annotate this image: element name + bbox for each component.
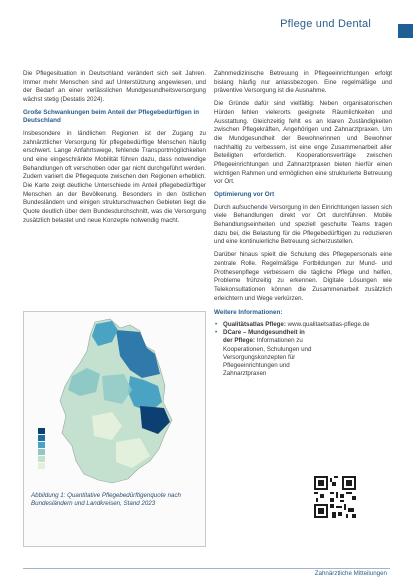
info-heading: Weitere Informationen: [214, 309, 283, 317]
info-item-detail: www.qualitaetsatlas-pflege.de [287, 321, 370, 329]
body-paragraph: Darüber hinaus spielt die Schulung des Pflegepersonals eine zentrale Rolle. Regelmäßige Fortbildungen zur Mund- und Prothesenpflege verbessern die tägliche Pflege und helfen, Probleme frühzeitig zu erkennen. Digitale Lösungen wie Telekonsultationen können die Zusammenarbeit zusätzlich erleichtern und Wege verkürzen. [214, 251, 392, 302]
section-tab-marker [398, 24, 413, 38]
body-paragraph: Insbesondere in ländlichen Regionen ist der Zugang zu zahnärztlicher Versorgung für pflegebedürftige Menschen häufig erschwert. Lange Anfahrtswege, fehlende Transportmöglichkeiten und eine eingeschränkte Mobilität führen dazu, dass notwendige Behandlungen oft verschoben oder gar nicht durchgeführt werden. Zudem variiert die Pflegequote zwischen den Regionen erheblich. Die Karte zeigt deutliche Unterschiede im Anteil pflegebedürftiger Menschen an der Bevölkerung. Besonders in den östlichen Bundesländern und einigen strukturschwachen Gebieten liegt die Quote deutlich über dem Bundesdurchschnitt, was die Versorgung zusätzlich belastet und neue Konzepte notwendig macht. [23, 129, 206, 224]
info-list [214, 321, 392, 378]
left-column [23, 70, 206, 230]
germany-choropleth-map [32, 316, 200, 488]
info-item-title: DCare – Mundgesundheit in der Pflege: [223, 329, 305, 345]
page-footer [23, 568, 413, 580]
footer-divider [23, 568, 390, 569]
info-item-detail: Informationen zu Kooperationen, Schulungen und Versorgungskonzepten für Pflegeeinrichtungen und Zahnarztpraxen [223, 337, 312, 378]
info-item[interactable] [223, 321, 401, 329]
section-heading: Große Schwankungen beim Anteil der Pflegebedürftigen in Deutschland [23, 108, 200, 125]
footer-text: Zahnärztliche Mitteilungen [314, 570, 387, 577]
info-item[interactable] [223, 329, 315, 378]
intro-paragraph: Die Pflegesituation in Deutschland verändert sich seit Jahren. Immer mehr Menschen sind auf Unterstützung angewiesen, und der Bedarf an einer verlässlichen Mundgesundheitsversorgung wächst stetig (Destatis 2024). [23, 70, 206, 104]
body-paragraph: Durch aufsuchende Versorgung in den Einrichtungen lassen sich viele Behandlungen direkt vor Ort durchführen. Mobile Behandlungseinheiten und speziell geschulte Teams tragen dazu bei, die Belastung für die Pflegebedürftigen zu reduzieren und eine kontinuierliche Betreuung sicherzustellen. [214, 203, 392, 246]
qr-code-icon[interactable] [314, 476, 356, 518]
section-title: Pflege und Dental [280, 18, 371, 30]
section-heading: Optimierung vor Ort [214, 191, 275, 199]
body-paragraph: Zahnmedizinische Betreuung in Pflegeeinrichtungen erfolgt bislang häufig nur anlassbezogen. Eine regelmäßige und präventive Versorgung ist die Ausnahme. [214, 70, 392, 95]
body-paragraph: Die Gründe dafür sind vielfältig: Neben organisatorischen Hürden fehlen vielerorts geeignete Räumlichkeiten und Ausstattung. Gleichzeitig fehlt es an klaren Zuständigkeiten zwischen Pflegekräften, Angehörigen und Zahnarztpraxen. Um die Mundgesundheit der Bewohnerinnen und Bewohner nachhaltig zu verbessern, ist eine enge Zusammenarbeit aller Beteiligten erforderlich. Kooperationsverträge zwischen Pflegeeinrichtungen und Zahnarztpraxen bieten hierfür einen wichtigen Rahmen und ermöglichen eine strukturierte Betreuung vor Ort. [214, 100, 392, 186]
info-item-title: Qualitätsatlas Pflege: [223, 321, 286, 329]
map-figure [23, 311, 206, 547]
map-legend [38, 428, 45, 469]
right-column [214, 70, 392, 379]
figure-caption: Abbildung 1: Quantitative Pflegebedürftigenquote nach Bundesländern und Landkreisen, Stand 2023 [31, 492, 181, 507]
